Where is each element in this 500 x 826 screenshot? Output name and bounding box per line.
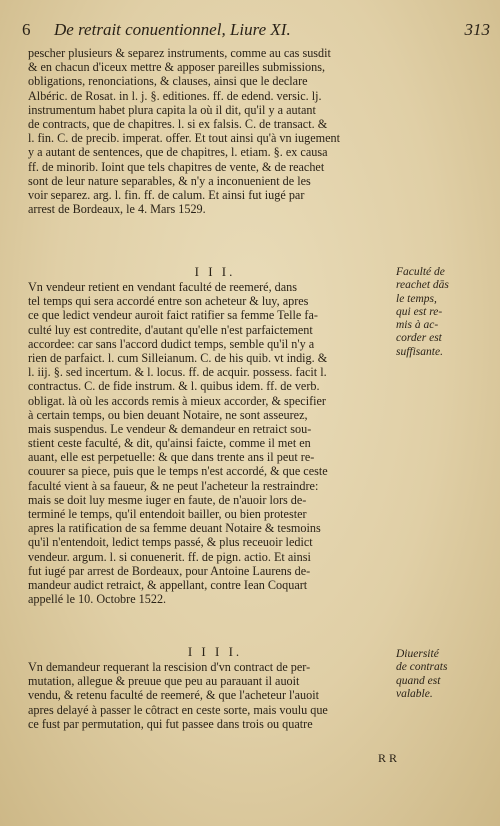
- text-line: mutation, allegue & preuue que peu au parauant il auoit: [28, 674, 300, 689]
- text-line: accordee: car sans l'accord dudict temps, semble qu'il n'y a: [28, 336, 315, 351]
- text-line: apres la ratification de sa femme deuant Notaire & tesmoins: [28, 521, 321, 536]
- text-line: qu'il n'entendoit, ledict temps passé, & plus receuoir ledict: [28, 535, 313, 550]
- text-line: tel temps qui sera accordé entre son acheteur & luy, apres: [28, 294, 309, 309]
- text-line: vendu, & retenu faculté de reemeré, & que l'acheteur l'auoit: [28, 688, 320, 703]
- text-line: ce que ledict vendeur auroit faict ratifier sa femme Telle fa-: [28, 308, 318, 323]
- text-line: couurer sa piece, puis que le temps n'est accordé, & que ceste: [28, 464, 328, 479]
- paragraph-continuation: [28, 46, 406, 216]
- catchword: R R: [378, 751, 398, 765]
- text-line: vendeur. argum. l. si conuenerit. ff. de pign. actio. Et ainsi: [28, 549, 311, 564]
- text-line: mais se doit luy mesme iuger en faute, de n'auoir lors de-: [28, 492, 307, 507]
- text-line: obligat. là où les accords remis à mieux accorder, & specifier: [28, 393, 326, 408]
- margin-note: [396, 266, 496, 359]
- text-line: stient ceste faculté, & dit, qu'ainsi faicte, comme il met en: [28, 436, 311, 451]
- text-line: Albéric. de Rosat. in l. j. §. editiones. ff. de edend. versic. lj.: [28, 88, 322, 103]
- text-line: & en chacun d'iceux mettre & apposer pareilles submissions,: [28, 60, 325, 75]
- running-header: [22, 20, 490, 40]
- text-line: instrumentum habet plura capita la où il dit, qu'il y a autant: [28, 102, 316, 117]
- text-line: à certain temps, ou bien deuant Notaire, ne sont asseurez,: [28, 407, 308, 422]
- page-number: 6: [22, 20, 31, 39]
- margin-line: reachet dās: [396, 279, 449, 292]
- margin-line: quand est: [396, 674, 441, 687]
- text-line: de contracts, que de chapitres. l. si ex falsis. C. de transact. &: [28, 116, 328, 131]
- margin-line: Diuersité: [396, 648, 439, 660]
- margin-line: suffisante.: [396, 345, 443, 358]
- text-line: Vn vendeur retient en vendant faculté de reemeré, dans: [28, 280, 298, 294]
- paragraph: [28, 660, 406, 731]
- margin-line: qui est re-: [396, 305, 443, 318]
- text-line: apres delayé à passer le côtract en ceste sorte, mais voulu que: [28, 702, 328, 717]
- section-heading: I I I I.: [187, 644, 243, 659]
- text-line: arrest de Bordeaux, le 4. Mars 1529.: [28, 202, 206, 217]
- text-line: fut iugé par arrest de Bordeaux, pour Antoine Laurens de-: [28, 563, 311, 578]
- text-line: rien de parfaict. l. cum Silleianum. C. de his quib. vt indig. &: [28, 350, 328, 365]
- margin-line: Faculté de: [396, 266, 445, 278]
- margin-line: mis à ac-: [396, 319, 439, 332]
- text-line: pescher plusieurs & separez instruments, comme au cas susdit: [28, 46, 331, 60]
- text-line: faculté vient à sa faueur, & ne peut l'acheteur la restraindre:: [28, 478, 319, 493]
- text-line: mais suspendus. Le vendeur & demandeur en retraict sou-: [28, 421, 312, 436]
- text-line: auant, elle est perpetuelle: & que dans trente ans il peut re-: [28, 450, 315, 465]
- text-line: culté luy est contredite, d'autant qu'elle n'est parfaictement: [28, 322, 313, 337]
- paragraph: [28, 280, 406, 606]
- margin-line: de contrats: [396, 661, 448, 674]
- text-line: l. fin. C. de precib. imperat. offer. Et tout ainsi qu'à vn iugement: [28, 131, 341, 146]
- text-line: obligations, renonciations, & clauses, ainsi que le declare: [28, 74, 308, 89]
- text-line: ce fust par permutation, qui fut passee dans trois ou quatre: [28, 716, 313, 731]
- margin-line: corder est: [396, 332, 442, 345]
- text-line: terminé le temps, qu'il entendoit bailler, ou bien protester: [28, 507, 307, 521]
- text-line: l. iij. §. sed incertum. & l. locus. ff. de acquir. possess. facit l.: [28, 365, 327, 380]
- text-line: appellé le 10. Octobre 1522.: [28, 592, 167, 607]
- margin-note: [396, 648, 496, 701]
- text-line: sont de leur nature separables, & n'y a inconuenient de les: [28, 173, 311, 188]
- section-heading: I I I.: [194, 264, 236, 279]
- running-title: De retrait conuentionnel, Liure XI.: [54, 20, 291, 39]
- margin-line: valable.: [396, 687, 433, 700]
- margin-line: le temps,: [396, 292, 437, 305]
- text-line: voir separez. arg. l. fin. ff. de calum. Et ainsi fut iugé par: [28, 187, 305, 202]
- text-line: ff. de minorib. Ioint que tels chapitres de vente, & de reachet: [28, 159, 325, 174]
- text-line: contractus. C. de fide instrum. & l. quibus idem. ff. de verb.: [28, 379, 320, 394]
- text-line: mandeur audict retraict, & appellant, contre Iean Coquart: [28, 577, 308, 592]
- text-line: Vn demandeur requerant la rescision d'vn contract de per-: [28, 660, 311, 674]
- text-line: y a autant de sentences, que de chapitres, l. etiam. §. ex causa: [28, 145, 328, 160]
- folio-number: 313: [464, 20, 490, 39]
